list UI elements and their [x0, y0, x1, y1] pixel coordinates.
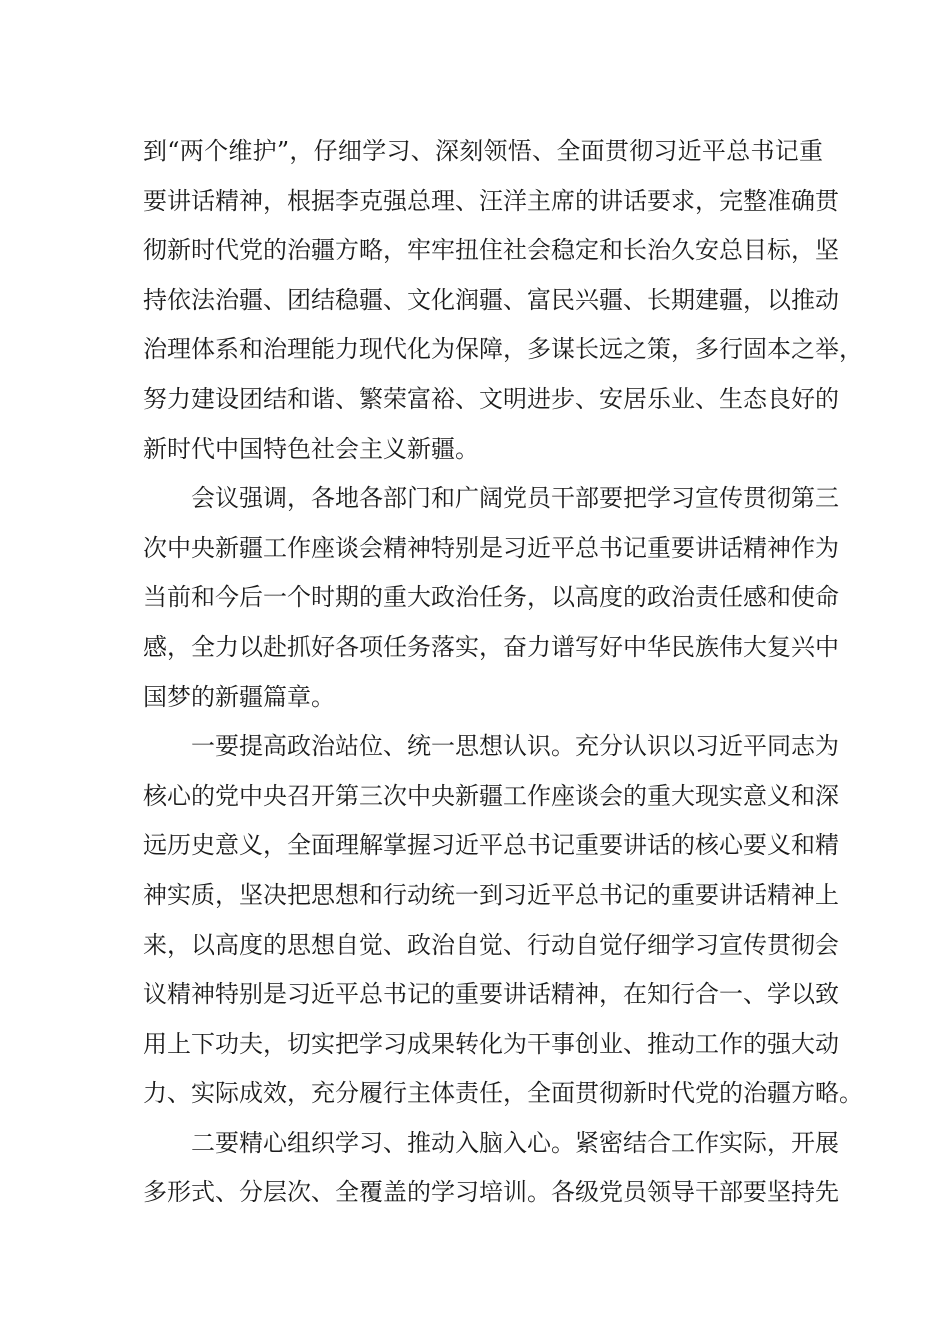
text-line: 多形式、分层次、全覆盖的学习培训。各级党员领导干部要坚持先 [143, 1178, 839, 1207]
text-line: 新时代中国特色社会主义新疆。 [143, 434, 479, 463]
text-line: 用上下功夫，切实把学习成果转化为干事创业、推动工作的强大动 [143, 1029, 839, 1058]
text-line: 议精神特别是习近平总书记的重要讲话精神，在知行合一、学以致 [143, 980, 839, 1009]
text-line: 到“两个维护”，仔细学习、深刻领悟、全面贯彻习近平总书记重 [143, 137, 823, 165]
text-line: 要讲话精神，根据李克强总理、汪洋主席的讲话要求，完整准确贯 [143, 186, 839, 215]
text-line: 彻新时代党的治疆方略，牢牢扭住社会稳定和长治久安总目标，坚 [143, 236, 839, 265]
text-line: 会议强调，各地各部门和广阔党员干部要把学习宣传贯彻第三 [191, 484, 839, 513]
text-line: 持依法治疆、团结稳疆、文化润疆、富民兴疆、长期建疆，以推动 [143, 285, 839, 314]
text-line: 核心的党中央召开第三次中央新疆工作座谈会的重大现实意义和深 [143, 781, 839, 810]
text-line: 力、实际成效，充分履行主体责任，全面贯彻新时代党的治疆方略。 [143, 1079, 863, 1108]
text-line: 来，以高度的思想自觉、政治自觉、行动自觉仔细学习宣传贯彻会 [143, 930, 839, 959]
text-line: 努力建设团结和谐、繁荣富裕、文明进步、安居乐业、生态良好的 [143, 384, 839, 413]
text-line: 当前和今后一个时期的重大政治任务，以高度的政治责任感和使命 [143, 583, 839, 612]
text-line: 国梦的新疆篇章。 [143, 682, 335, 711]
text-line: 远历史意义，全面理解掌握习近平总书记重要讲话的核心要义和精 [143, 831, 839, 860]
text-line: 治理体系和治理能力现代化为保障，多谋长远之策，多行固本之举， [143, 335, 863, 364]
text-line: 感，全力以赴抓好各项任务落实，奋力谱写好中华民族伟大复兴中 [143, 632, 839, 661]
document-body [143, 127, 863, 1218]
text-line: 神实质，坚决把思想和行动统一到习近平总书记的重要讲话精神上 [143, 880, 839, 909]
text-line: 二要精心组织学习、推动入脑入心。紧密结合工作实际，开展 [191, 1128, 839, 1157]
text-line: 一要提高政治站位、统一思想认识。充分认识以习近平同志为 [191, 732, 839, 761]
text-line: 次中央新疆工作座谈会精神特别是习近平总书记重要讲话精神作为 [143, 533, 839, 562]
